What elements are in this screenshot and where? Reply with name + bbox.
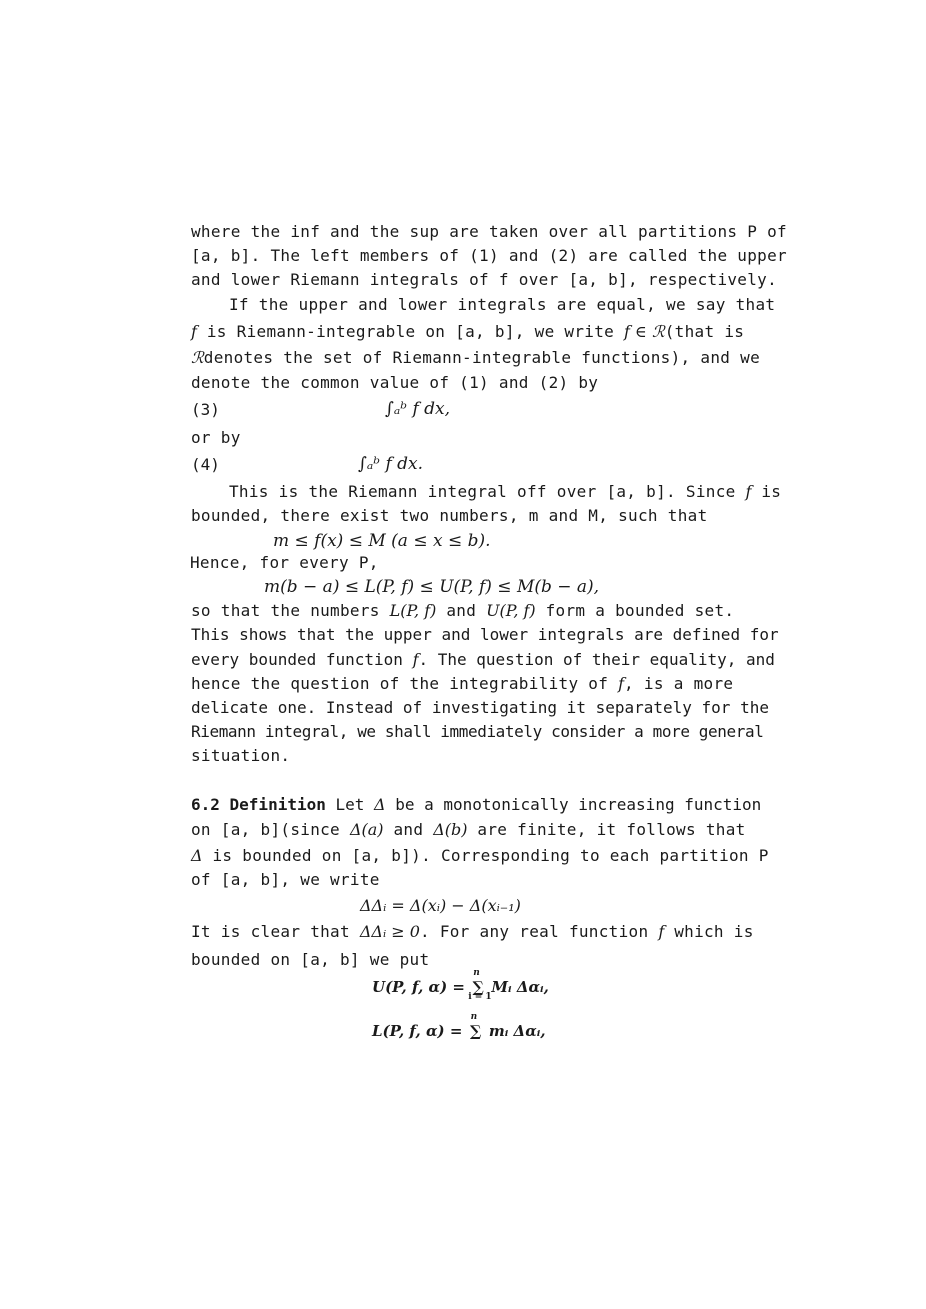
text-line: of [a, b], we write: [191, 870, 380, 889]
text-line: Hence, for every P,: [190, 553, 379, 572]
text-line: or by: [191, 428, 241, 447]
delta-equation: ΔΔᵢ = Δ(xᵢ) − Δ(xᵢ₋₁): [360, 896, 521, 915]
text-line: on [a, b](since Δ(a) and Δ(b) are finite, it follows that: [191, 820, 746, 839]
upper-sum-formula: U(P, f, α) = ∑ n i = 1 Mᵢ Δαᵢ,: [372, 968, 549, 1002]
lower-sum-formula: L(P, f, α) = ∑ n mᵢ Δαᵢ,: [372, 1012, 546, 1040]
text-line: bounded on [a, b] we put: [191, 950, 430, 969]
text-line: bounded, there exist two numbers, m and M, such that: [191, 506, 708, 525]
text-line: every bounded function f. The question of their equality, and: [191, 650, 775, 669]
sigma-symbol: ∑ n: [470, 1012, 482, 1040]
definition-heading: 6.2 Definition: [191, 795, 326, 814]
text-line: delicate one. Instead of investigating it separately for the: [191, 698, 769, 717]
text-line: Δ is bounded on [a, b]). Corresponding to each partition P: [191, 846, 769, 865]
text-line: so that the numbers L(P, f) and U(P, f) form a bounded set.: [191, 601, 735, 620]
text-line: situation.: [191, 746, 291, 765]
text-line: This shows that the upper and lower integrals are defined for: [191, 625, 779, 644]
text-line: denote the common value of (1) and (2) by: [191, 373, 599, 392]
sigma-symbol: ∑ n i = 1: [468, 968, 492, 1002]
text-line: [a, b]. The left members of (1) and (2) are called the upper: [191, 246, 787, 265]
equation-4: ∫ₐᵇ f dx.: [358, 454, 424, 474]
text-line: Riemann integral, we shall immediately consider a more general: [191, 722, 764, 741]
text-line: This is the Riemann integral off over [a, b]. Since f is: [229, 482, 782, 501]
equation-3: ∫ₐᵇ f dx,: [385, 399, 451, 419]
inequality-sums: m(b − a) ≤ L(P, f) ≤ U(P, f) ≤ M(b − a),: [264, 577, 600, 597]
text-line: If the upper and lower integrals are equal, we say that: [229, 295, 776, 314]
text-line: ℛdenotes the set of Riemann-integrable functions), and we: [191, 348, 761, 367]
text-line: hence the question of the integrability of f, is a more: [191, 674, 734, 693]
text-line: where the inf and the sup are taken over all partitions P of: [191, 222, 787, 241]
equation-label: (3): [191, 400, 220, 419]
equation-label: (4): [191, 455, 220, 474]
inequality-bounds: m ≤ f(x) ≤ M (a ≤ x ≤ b).: [273, 531, 491, 551]
definition-line: 6.2 Definition Let Δ be a monotonically increasing function: [191, 795, 762, 814]
text-line: f is Riemann-integrable on [a, b], we write f ∈ ℛ(that is: [191, 322, 745, 341]
text-line: It is clear that ΔΔᵢ ≥ 0. For any real function f which is: [191, 922, 754, 941]
text-line: and lower Riemann integrals of f over [a, b], respectively.: [191, 270, 778, 289]
